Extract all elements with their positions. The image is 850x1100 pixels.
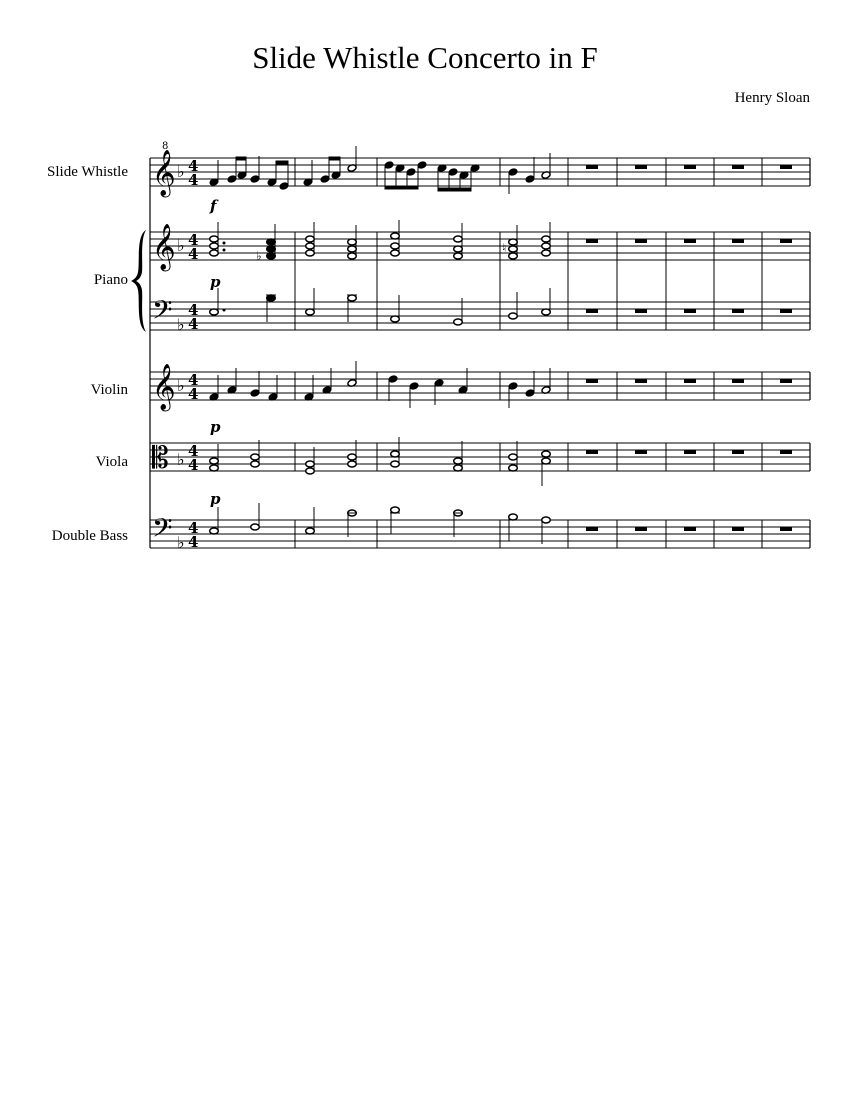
flat-icon: ♭ — [177, 315, 185, 334]
octave-mark: 8 — [162, 141, 169, 152]
double-bass-notes — [210, 503, 551, 544]
key-signatures — [177, 162, 185, 552]
alto-clef-icon: 𝄡 — [152, 441, 169, 476]
svg-text:4: 4 — [188, 171, 199, 189]
score-title: Slide Whistle Concerto in F — [252, 40, 598, 75]
svg-text:4: 4 — [188, 157, 199, 175]
svg-text:4: 4 — [188, 231, 199, 249]
svg-text:♮: ♮ — [502, 241, 507, 255]
bass-clef-icon: 𝄢 — [152, 294, 173, 332]
time-signatures — [188, 157, 198, 551]
piano-bass-notes — [210, 288, 551, 325]
svg-text:4: 4 — [188, 371, 199, 389]
label-violin: Violin — [90, 382, 128, 398]
staff-lines — [150, 158, 810, 548]
svg-text:4: 4 — [188, 315, 199, 333]
dynamic-piano: p — [210, 490, 221, 508]
treble-clef-icon: 𝄞 — [152, 224, 176, 270]
flat-icon: ♭ — [177, 376, 185, 395]
treble-clef-icon: 𝄞 — [152, 150, 176, 196]
label-viola: Viola — [95, 454, 128, 470]
treble-clef-icon: 𝄞 — [152, 364, 176, 410]
svg-text:4: 4 — [188, 301, 199, 319]
svg-text:4: 4 — [188, 385, 199, 403]
svg-text:4: 4 — [188, 442, 199, 460]
whole-rests — [586, 165, 792, 531]
composer-name: Henry Sloan — [734, 90, 810, 106]
flat-icon: ♭ — [177, 533, 185, 552]
bass-clef-icon: 𝄢 — [152, 512, 173, 550]
piano-brace — [131, 230, 146, 332]
label-double-bass: Double Bass — [51, 528, 128, 544]
flat-icon: ♭ — [177, 236, 185, 255]
label-piano: Piano — [93, 272, 128, 288]
svg-text:4: 4 — [188, 533, 199, 551]
measure-barlines — [295, 158, 762, 548]
flat-icon: ♭ — [177, 162, 185, 181]
label-slide-whistle: Slide Whistle — [47, 164, 128, 180]
svg-text:4: 4 — [188, 456, 199, 474]
svg-text:♭: ♭ — [256, 249, 262, 263]
dynamic-piano: p — [210, 273, 221, 291]
system-barlines — [150, 158, 810, 548]
flat-icon: ♭ — [177, 450, 185, 469]
clefs — [152, 141, 176, 550]
svg-text:4: 4 — [188, 245, 199, 263]
viola-notes — [210, 437, 551, 486]
dynamic-forte: f — [210, 197, 217, 215]
svg-text:4: 4 — [188, 519, 199, 537]
piano-treble-notes — [210, 220, 551, 263]
dynamic-piano: p — [210, 418, 221, 436]
